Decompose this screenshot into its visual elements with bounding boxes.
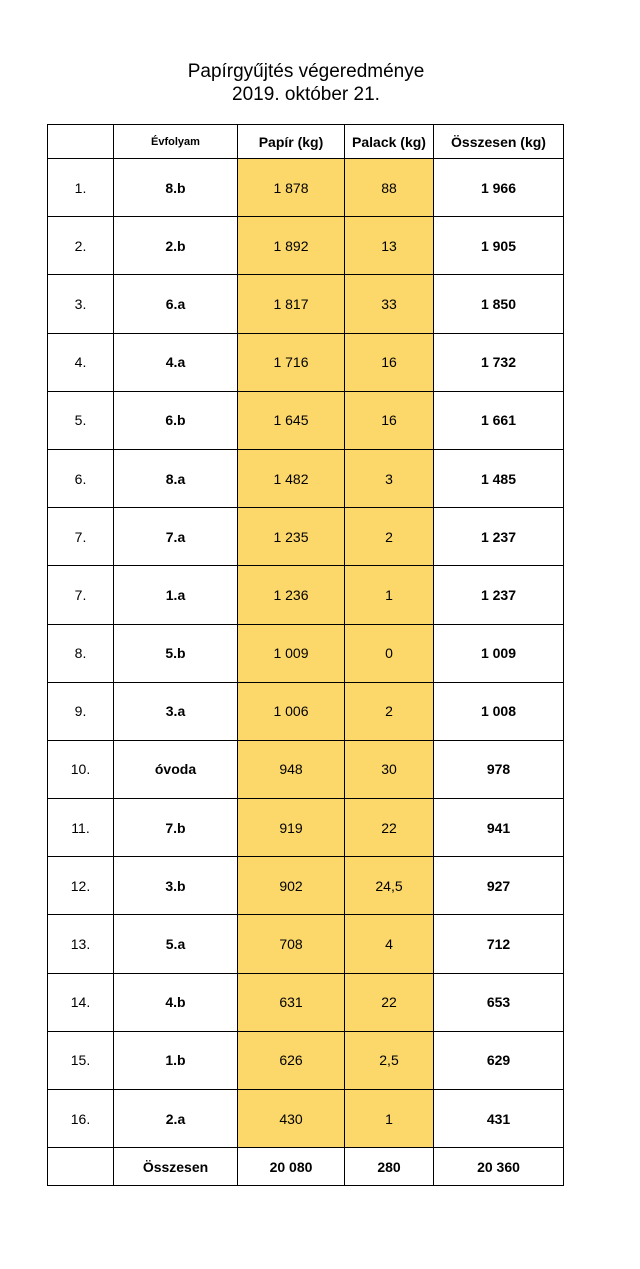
total-cell: 1 732 bbox=[434, 333, 564, 391]
rank-cell: 1. bbox=[48, 159, 114, 217]
table-row bbox=[48, 915, 564, 973]
class-cell: 2.a bbox=[114, 1090, 238, 1148]
paper-cell: 902 bbox=[238, 857, 345, 915]
rank-cell: 6. bbox=[48, 449, 114, 507]
rank-cell: 11. bbox=[48, 799, 114, 857]
table-row bbox=[48, 391, 564, 449]
rank-cell: 7. bbox=[48, 566, 114, 624]
paper-cell: 626 bbox=[238, 1031, 345, 1089]
total-cell: 431 bbox=[434, 1090, 564, 1148]
total-cell: 1 850 bbox=[434, 275, 564, 333]
rank-cell: 2. bbox=[48, 217, 114, 275]
rank-cell: 3. bbox=[48, 275, 114, 333]
total-cell: 1 485 bbox=[434, 449, 564, 507]
class-cell: 5.a bbox=[114, 915, 238, 973]
bottle-cell: 13 bbox=[345, 217, 434, 275]
bottle-cell: 16 bbox=[345, 333, 434, 391]
table-row bbox=[48, 1031, 564, 1089]
table-row bbox=[48, 857, 564, 915]
paper-cell: 708 bbox=[238, 915, 345, 973]
header-total: Összesen (kg) bbox=[434, 125, 564, 159]
class-cell: 3.a bbox=[114, 682, 238, 740]
header-paper: Papír (kg) bbox=[238, 125, 345, 159]
header-rank bbox=[48, 125, 114, 159]
paper-cell: 1 006 bbox=[238, 682, 345, 740]
table-row bbox=[48, 333, 564, 391]
rank-cell: 14. bbox=[48, 973, 114, 1031]
footer-row bbox=[48, 1148, 564, 1186]
class-cell: 1.a bbox=[114, 566, 238, 624]
footer-rank bbox=[48, 1148, 114, 1186]
rank-cell: 9. bbox=[48, 682, 114, 740]
total-cell: 629 bbox=[434, 1031, 564, 1089]
table-row bbox=[48, 1090, 564, 1148]
paper-cell: 1 235 bbox=[238, 508, 345, 566]
total-cell: 978 bbox=[434, 740, 564, 798]
class-cell: óvoda bbox=[114, 740, 238, 798]
table-row bbox=[48, 682, 564, 740]
class-cell: 7.a bbox=[114, 508, 238, 566]
paper-cell: 1 878 bbox=[238, 159, 345, 217]
table-row bbox=[48, 973, 564, 1031]
class-cell: 4.b bbox=[114, 973, 238, 1031]
paper-cell: 430 bbox=[238, 1090, 345, 1148]
footer-bottle-total: 280 bbox=[345, 1148, 434, 1186]
paper-cell: 1 482 bbox=[238, 449, 345, 507]
paper-cell: 948 bbox=[238, 740, 345, 798]
rank-cell: 10. bbox=[48, 740, 114, 798]
table-row bbox=[48, 740, 564, 798]
rank-cell: 12. bbox=[48, 857, 114, 915]
bottle-cell: 2 bbox=[345, 508, 434, 566]
paper-cell: 1 716 bbox=[238, 333, 345, 391]
header-bottle: Palack (kg) bbox=[345, 125, 434, 159]
footer-paper-total: 20 080 bbox=[238, 1148, 345, 1186]
bottle-cell: 3 bbox=[345, 449, 434, 507]
table-row bbox=[48, 799, 564, 857]
bottle-cell: 16 bbox=[345, 391, 434, 449]
table-row bbox=[48, 566, 564, 624]
total-cell: 1 009 bbox=[434, 624, 564, 682]
document-header bbox=[0, 60, 612, 106]
header-class: Évfolyam bbox=[114, 125, 238, 159]
bottle-cell: 22 bbox=[345, 973, 434, 1031]
bottle-cell: 2,5 bbox=[345, 1031, 434, 1089]
class-cell: 8.b bbox=[114, 159, 238, 217]
table-row bbox=[48, 159, 564, 217]
class-cell: 3.b bbox=[114, 857, 238, 915]
class-cell: 7.b bbox=[114, 799, 238, 857]
rank-cell: 15. bbox=[48, 1031, 114, 1089]
total-cell: 1 966 bbox=[434, 159, 564, 217]
results-table bbox=[47, 124, 564, 1186]
class-cell: 1.b bbox=[114, 1031, 238, 1089]
total-cell: 941 bbox=[434, 799, 564, 857]
table-body bbox=[48, 159, 564, 1148]
paper-cell: 631 bbox=[238, 973, 345, 1031]
paper-cell: 1 892 bbox=[238, 217, 345, 275]
class-cell: 8.a bbox=[114, 449, 238, 507]
paper-cell: 1 817 bbox=[238, 275, 345, 333]
total-cell: 1 905 bbox=[434, 217, 564, 275]
table-footer bbox=[48, 1148, 564, 1186]
document-title: Papírgyűjtés végeredménye bbox=[187, 61, 425, 82]
total-cell: 927 bbox=[434, 857, 564, 915]
paper-cell: 1 009 bbox=[238, 624, 345, 682]
total-cell: 1 237 bbox=[434, 566, 564, 624]
table-row bbox=[48, 449, 564, 507]
rank-cell: 16. bbox=[48, 1090, 114, 1148]
paper-cell: 1 645 bbox=[238, 391, 345, 449]
class-cell: 5.b bbox=[114, 624, 238, 682]
class-cell: 6.a bbox=[114, 275, 238, 333]
bottle-cell: 88 bbox=[345, 159, 434, 217]
total-cell: 1 008 bbox=[434, 682, 564, 740]
bottle-cell: 22 bbox=[345, 799, 434, 857]
rank-cell: 8. bbox=[48, 624, 114, 682]
bottle-cell: 0 bbox=[345, 624, 434, 682]
total-cell: 653 bbox=[434, 973, 564, 1031]
paper-cell: 1 236 bbox=[238, 566, 345, 624]
total-cell: 1 237 bbox=[434, 508, 564, 566]
bottle-cell: 1 bbox=[345, 1090, 434, 1148]
bottle-cell: 33 bbox=[345, 275, 434, 333]
class-cell: 2.b bbox=[114, 217, 238, 275]
rank-cell: 4. bbox=[48, 333, 114, 391]
header-row bbox=[48, 125, 564, 159]
bottle-cell: 4 bbox=[345, 915, 434, 973]
bottle-cell: 24,5 bbox=[345, 857, 434, 915]
total-cell: 712 bbox=[434, 915, 564, 973]
class-cell: 4.a bbox=[114, 333, 238, 391]
table-row bbox=[48, 275, 564, 333]
table-row bbox=[48, 217, 564, 275]
table-row bbox=[48, 508, 564, 566]
document-date: 2019. október 21. bbox=[232, 84, 380, 105]
paper-cell: 919 bbox=[238, 799, 345, 857]
bottle-cell: 2 bbox=[345, 682, 434, 740]
footer-grand-total: 20 360 bbox=[434, 1148, 564, 1186]
total-cell: 1 661 bbox=[434, 391, 564, 449]
table-header bbox=[48, 125, 564, 159]
rank-cell: 7. bbox=[48, 508, 114, 566]
rank-cell: 5. bbox=[48, 391, 114, 449]
class-cell: 6.b bbox=[114, 391, 238, 449]
rank-cell: 13. bbox=[48, 915, 114, 973]
table-row bbox=[48, 624, 564, 682]
bottle-cell: 1 bbox=[345, 566, 434, 624]
footer-label: Összesen bbox=[114, 1148, 238, 1186]
bottle-cell: 30 bbox=[345, 740, 434, 798]
